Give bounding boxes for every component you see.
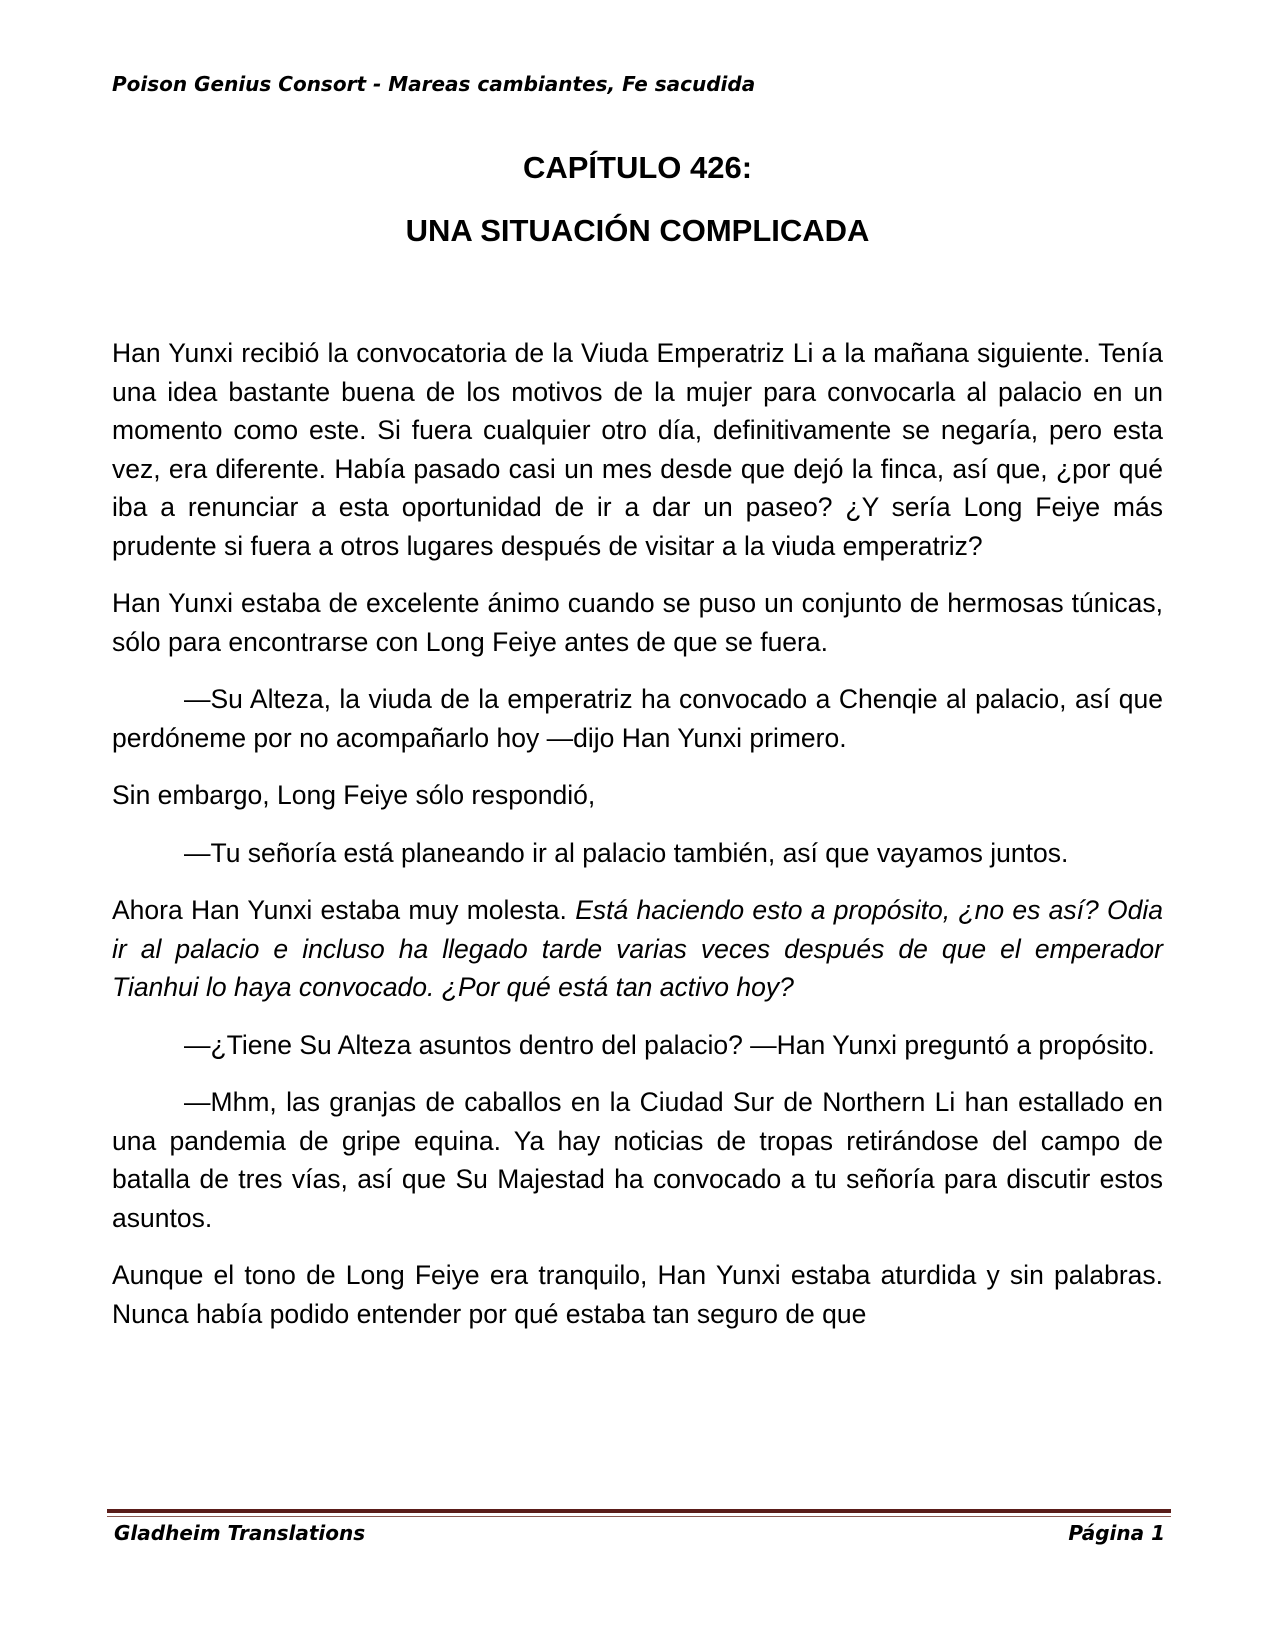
dialogue-paragraph: —Mhm, las granjas de caballos en la Ciudad Sur de Northern Li han estallado en una pandemia de gripe equina. Ya hay noticias de tropas retirándose del campo de batalla de tres vías, así que Su Majestad ha convocado a tu señoría para discutir estos asuntos. [112, 1087, 1163, 1233]
dialogue-paragraph: —Su Alteza, la viuda de la emperatriz ha convocado a Chenqie al palacio, así que perdóneme por no acompañarlo hoy —dijo Han Yunxi primero. [112, 684, 1163, 753]
dialogue-paragraph: —¿Tiene Su Alteza asuntos dentro del palacio? —Han Yunxi preguntó a propósito. [184, 1029, 1155, 1060]
paragraph: Han Yunxi recibió la convocatoria de la Viuda Emperatriz Li a la mañana siguiente. Tenía una idea bastante buena de los motivos de la mujer para convocarla al palacio en un momento como este. Si fuera cualquier otro día, definitivamente se negaría, pero esta vez, era diferente. Había pasado casi un mes desde que dejó la finca, así que, ¿por qué iba a renunciar a esta oportunidad de ir a dar un paseo? ¿Y sería Long Feiye más prudente si fuera a otros lugares después de visitar a la viuda emperatriz? [112, 338, 1163, 561]
paragraph: Sin embargo, Long Feiye sólo respondió, [112, 780, 596, 810]
dialogue-paragraph: —Tu señoría está planeando ir al palacio también, así que vayamos juntos. [184, 837, 1069, 868]
paragraph: Han Yunxi estaba de excelente ánimo cuando se puso un conjunto de hermosas túnicas, sólo para encontrarse con Long Feiye antes de que se fuera. [112, 588, 1163, 657]
paragraph: Aunque el tono de Long Feiye era tranquilo, Han Yunxi estaba aturdida y sin palabras. Nunca había podido entender por qué estaba tan seguro de que [112, 1260, 1163, 1329]
running-header: Poison Genius Consort - Mareas cambiantes, Fe sacudida [112, 72, 756, 96]
footer-divider [107, 1509, 1171, 1517]
chapter-body [112, 334, 1163, 1333]
chapter-title: UNA SITUACIÓN COMPLICADA [405, 213, 870, 248]
footer-page-number: Página 1 [1068, 1521, 1165, 1545]
paragraph [112, 891, 1163, 1007]
footer-publisher: Gladheim Translations [114, 1521, 366, 1545]
inner-thought-text: Está haciendo esto a propósito, ¿no es así? Odia ir al palacio e incluso ha llegado tarde varias veces después de que el emperador Tianhui lo haya convocado. ¿Por qué está tan activo hoy? [112, 895, 1163, 1002]
narration-text: Ahora Han Yunxi estaba muy molesta. [112, 895, 576, 925]
chapter-number: CAPÍTULO 426: [522, 150, 753, 185]
